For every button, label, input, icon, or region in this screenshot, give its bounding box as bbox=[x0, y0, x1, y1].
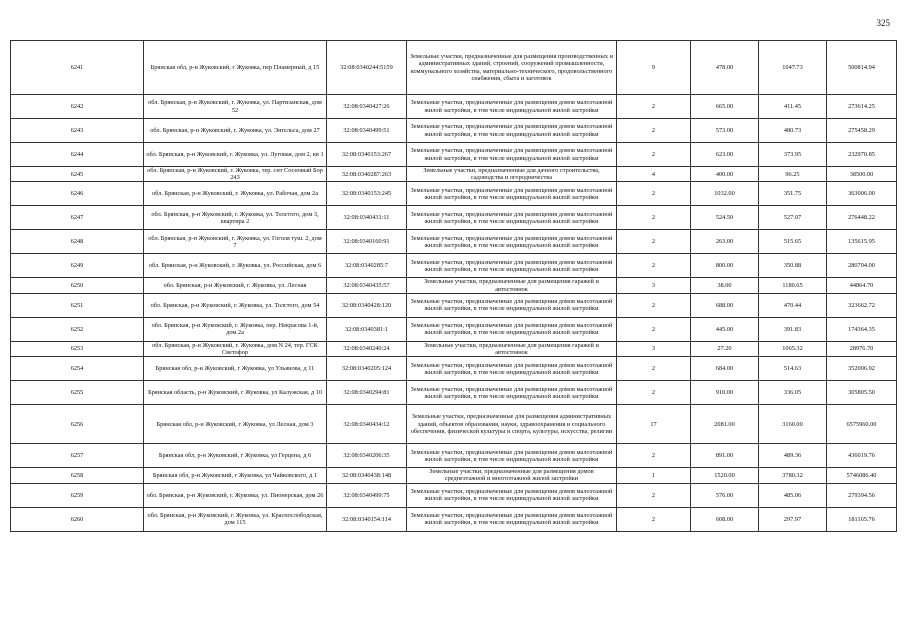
row-number: 6258 bbox=[11, 468, 144, 483]
specific-value-cell: 391.83 bbox=[759, 317, 827, 341]
use-group-cell: 2 bbox=[617, 444, 691, 468]
area-cell: 524.50 bbox=[691, 206, 759, 230]
cadastral-value-cell: 280704.00 bbox=[827, 254, 897, 278]
address-cell: обл. Брянская, р-н Жуковский, г. Жуковка, тер. снт Сосновый Бор 243 bbox=[144, 167, 327, 182]
land-use-cell: Земельные участки, предназначенные для размещения домов малоэтажной жилой застройки, в том числе индивидуальной жилой застройки bbox=[407, 317, 617, 341]
address-cell: обл. Брянская, р-н Жуковский, г. Жуковка, ул. Партизанская, дом 52 bbox=[144, 95, 327, 119]
row-number: 6248 bbox=[11, 230, 144, 254]
cadastral-number-cell: 32:08:0340160:91 bbox=[327, 230, 407, 254]
land-use-cell: Земельные участки, предназначенные для размещения домов малоэтажной жилой застройки, в том числе индивидуальной жилой застройки bbox=[407, 381, 617, 405]
address-cell: обл. Брянская, р-н Жуковский, г. Жуковка, ул. Российская, дом 6 bbox=[144, 254, 327, 278]
use-group-cell: 4 bbox=[617, 167, 691, 182]
row-number: 6257 bbox=[11, 444, 144, 468]
address-cell: обл. Брянская, р-н Жуковский, г. Жуковка, ул. Лесная bbox=[144, 278, 327, 293]
cadastral-number-cell: 32:08:0340434:12 bbox=[327, 405, 407, 444]
address-cell: обл. Брянская, р-н Жуковский, г. Жуковка, ул. Толстого, дом 54 bbox=[144, 293, 327, 317]
table-row bbox=[11, 357, 897, 381]
area-cell: 1032.00 bbox=[691, 182, 759, 206]
cadastral-number-cell: 32:08:0340431:11 bbox=[327, 206, 407, 230]
cadastral-value-cell: 323662.72 bbox=[827, 293, 897, 317]
table-row bbox=[11, 405, 897, 444]
table-row bbox=[11, 206, 897, 230]
row-number: 6245 bbox=[11, 167, 144, 182]
use-group-cell: 2 bbox=[617, 483, 691, 507]
cadastral-value-cell: 273614.25 bbox=[827, 95, 897, 119]
use-group-cell: 1 bbox=[617, 468, 691, 483]
cadastral-number-cell: 32:08:0340428:120 bbox=[327, 293, 407, 317]
cadastral-value-cell: 363006.00 bbox=[827, 182, 897, 206]
area-cell: 2081.00 bbox=[691, 405, 759, 444]
cadastral-value-cell: 436019.76 bbox=[827, 444, 897, 468]
address-cell: Брянская обл, р-н Жуковский, г Жуковка, ул Лесная, дом 3 bbox=[144, 405, 327, 444]
use-group-cell: 3 bbox=[617, 278, 691, 293]
address-cell: обл. Брянская, р-н Жуковский, г. Жуковка, дом N 24, тер. ГСК Светофор bbox=[144, 341, 327, 356]
table-row bbox=[11, 341, 897, 356]
area-cell: 1520.00 bbox=[691, 468, 759, 483]
row-number: 6254 bbox=[11, 357, 144, 381]
land-use-cell: Земельные участки, предназначенные для размещения домов малоэтажной жилой застройки, в том числе индивидуальной жилой застройки bbox=[407, 254, 617, 278]
cadastral-value-cell: 275458.29 bbox=[827, 119, 897, 143]
cadastral-number-cell: 32:08:0340285:7 bbox=[327, 254, 407, 278]
use-group-cell: 3 bbox=[617, 341, 691, 356]
area-cell: 27.20 bbox=[691, 341, 759, 356]
area-cell: 665.00 bbox=[691, 95, 759, 119]
page-number: 325 bbox=[876, 18, 890, 28]
specific-value-cell: 336.05 bbox=[759, 381, 827, 405]
land-use-cell: Земельные участки, предназначенные для дачного строительства, садоводства и огородничества bbox=[407, 167, 617, 182]
cadastral-value-cell: 174364.35 bbox=[827, 317, 897, 341]
specific-value-cell: 411.45 bbox=[759, 95, 827, 119]
area-cell: 576.00 bbox=[691, 483, 759, 507]
cadastral-value-cell: 135615.95 bbox=[827, 230, 897, 254]
row-number: 6244 bbox=[11, 143, 144, 167]
cadastral-value-cell: 44864.70 bbox=[827, 278, 897, 293]
address-cell: Брянская область, р-н Жуковский, г Жуковка, ул Калужская, д 10 bbox=[144, 381, 327, 405]
specific-value-cell: 527.07 bbox=[759, 206, 827, 230]
cadastral-number-cell: 32:08:0340435:57 bbox=[327, 278, 407, 293]
table-body bbox=[11, 41, 897, 532]
specific-value-cell: 485.06 bbox=[759, 483, 827, 507]
land-use-cell: Земельные участки, предназначенные для размещения домов малоэтажной жилой застройки, в том числе индивидуальной жилой застройки bbox=[407, 357, 617, 381]
row-number: 6246 bbox=[11, 182, 144, 206]
land-use-cell: Земельные участки, предназначенные для размещения домов среднеэтажной и многоэтажной жилой застройки bbox=[407, 468, 617, 483]
table-row bbox=[11, 507, 897, 531]
area-cell: 573.00 bbox=[691, 119, 759, 143]
area-cell: 800.00 bbox=[691, 254, 759, 278]
cadastral-value-cell: 232970.85 bbox=[827, 143, 897, 167]
specific-value-cell: 470.44 bbox=[759, 293, 827, 317]
table-row bbox=[11, 381, 897, 405]
cadastral-value-cell: 276448.22 bbox=[827, 206, 897, 230]
cadastral-number-cell: 32:08:0340153:267 bbox=[327, 143, 407, 167]
cadastral-number-cell: 32:08:0340294:81 bbox=[327, 381, 407, 405]
address-cell: обл. Брянская, р-н Жуковский, г. Жуковка, ул. Толстого, дом 3, квартира 2 bbox=[144, 206, 327, 230]
specific-value-cell: 1047.73 bbox=[759, 41, 827, 95]
cadastral-value-cell: 500814.94 bbox=[827, 41, 897, 95]
row-number: 6241 bbox=[11, 41, 144, 95]
use-group-cell: 2 bbox=[617, 143, 691, 167]
row-number: 6252 bbox=[11, 317, 144, 341]
land-use-cell: Земельные участки, предназначенные для размещения домов малоэтажной жилой застройки, в том числе индивидуальной жилой застройки bbox=[407, 293, 617, 317]
table-row bbox=[11, 468, 897, 483]
land-use-cell: Земельные участки, предназначенные для размещения домов малоэтажной жилой застройки, в том числе индивидуальной жилой застройки bbox=[407, 507, 617, 531]
address-cell: Брянская обл, р-н Жуковский, г Жуковка, ул Чайковского, д 1 bbox=[144, 468, 327, 483]
land-use-cell: Земельные участки, предназначенные для размещения домов малоэтажной жилой застройки, в том числе индивидуальной жилой застройки bbox=[407, 483, 617, 507]
land-use-cell: Земельные участки, предназначенные для размещения домов малоэтажной жилой застройки, в том числе индивидуальной жилой застройки bbox=[407, 206, 617, 230]
area-cell: 688.00 bbox=[691, 293, 759, 317]
address-cell: обл. Брянская, р-н Жуковский, г. Жуковка, ул. Краснослободская, дом 115 bbox=[144, 507, 327, 531]
area-cell: 478.00 bbox=[691, 41, 759, 95]
row-number: 6251 bbox=[11, 293, 144, 317]
cadastral-value-cell: 5746086.40 bbox=[827, 468, 897, 483]
cadastral-value-cell: 305805.50 bbox=[827, 381, 897, 405]
cadastral-number-cell: 32:08:0340240:24 bbox=[327, 341, 407, 356]
use-group-cell: 2 bbox=[617, 182, 691, 206]
table-row bbox=[11, 230, 897, 254]
row-number: 6249 bbox=[11, 254, 144, 278]
cadastral-number-cell: 32:08:0340381:1 bbox=[327, 317, 407, 341]
use-group-cell: 2 bbox=[617, 119, 691, 143]
table-row bbox=[11, 278, 897, 293]
address-cell: обл. Брянская, р-н Жуковский, г. Жуковка, ул. Рабочая, дом 2а bbox=[144, 182, 327, 206]
cadastral-value-cell: 6575960.00 bbox=[827, 405, 897, 444]
address-cell: Брянская обл, р-н Жуковский, г Жуковка, ул Герцена, д 6 bbox=[144, 444, 327, 468]
table-row bbox=[11, 95, 897, 119]
row-number: 6259 bbox=[11, 483, 144, 507]
area-cell: 910.00 bbox=[691, 381, 759, 405]
specific-value-cell: 96.25 bbox=[759, 167, 827, 182]
specific-value-cell: 351.75 bbox=[759, 182, 827, 206]
row-number: 6253 bbox=[11, 341, 144, 356]
cadastral-number-cell: 32:08:0340287:263 bbox=[327, 167, 407, 182]
specific-value-cell: 1180.65 bbox=[759, 278, 827, 293]
use-group-cell: 2 bbox=[617, 206, 691, 230]
address-cell: Брянская обл, р-н Жуковский, г Жуковка, ул Ульянова, д 11 bbox=[144, 357, 327, 381]
cadastral-value-cell: 181165.76 bbox=[827, 507, 897, 531]
use-group-cell: 2 bbox=[617, 357, 691, 381]
use-group-cell: 9 bbox=[617, 41, 691, 95]
cadastral-number-cell: 32:08:0340499:51 bbox=[327, 119, 407, 143]
row-number: 6260 bbox=[11, 507, 144, 531]
specific-value-cell: 514.63 bbox=[759, 357, 827, 381]
cadastral-number-cell: 32:08:0340427:26 bbox=[327, 95, 407, 119]
specific-value-cell: 480.73 bbox=[759, 119, 827, 143]
land-use-cell: Земельные участки, предназначенные для размещения домов малоэтажной жилой застройки, в том числе индивидуальной жилой застройки bbox=[407, 143, 617, 167]
area-cell: 445.00 bbox=[691, 317, 759, 341]
address-cell: обл. Брянская, р-н Жуковский, г. Жуковка, ул. Луговая, дом 2, кв 1 bbox=[144, 143, 327, 167]
address-cell: обл. Брянская, р-н Жуковский, г. Жуковка, ул. Гоголя туш. 2, дом 7 bbox=[144, 230, 327, 254]
table-row bbox=[11, 483, 897, 507]
row-number: 6242 bbox=[11, 95, 144, 119]
land-use-cell: Земельные участки, предназначенные для размещения домов малоэтажной жилой застройки, в том числе индивидуальной жилой застройки bbox=[407, 95, 617, 119]
table-row bbox=[11, 167, 897, 182]
area-cell: 263.00 bbox=[691, 230, 759, 254]
area-cell: 608.00 bbox=[691, 507, 759, 531]
cadastral-value-cell: 38500.00 bbox=[827, 167, 897, 182]
address-cell: обл. Брянская, р-н Жуковский, г. Жуковка, ул. Энгельса, дом 27 bbox=[144, 119, 327, 143]
area-cell: 400.00 bbox=[691, 167, 759, 182]
table-row bbox=[11, 444, 897, 468]
specific-value-cell: 373.95 bbox=[759, 143, 827, 167]
land-use-cell: Земельные участки, предназначенные для размещения производственных и административных зданий, строений, сооружений промышленности, коммунального хозяйства, материально-технического, продовольственного снабжения, сбыта и заготовок bbox=[407, 41, 617, 95]
cadastral-number-cell: 32:08:0340244:5159 bbox=[327, 41, 407, 95]
cadastral-number-cell: 32:08:0340205:124 bbox=[327, 357, 407, 381]
land-use-cell: Земельные участки, предназначенные для размещения гаражей и автостоянок bbox=[407, 341, 617, 356]
table-row bbox=[11, 293, 897, 317]
use-group-cell: 2 bbox=[617, 95, 691, 119]
cadastral-value-cell: 352006.92 bbox=[827, 357, 897, 381]
area-cell: 684.00 bbox=[691, 357, 759, 381]
land-use-cell: Земельные участки, предназначенные для размещения административных зданий, объектов образования, науки, здравоохранения и социального обеспечения, физической культуры и спорта, культуры, искусства, религии bbox=[407, 405, 617, 444]
cadastral-number-cell: 32:08:0340438:148 bbox=[327, 468, 407, 483]
row-number: 6247 bbox=[11, 206, 144, 230]
land-use-cell: Земельные участки, предназначенные для размещения домов малоэтажной жилой застройки, в том числе индивидуальной жилой застройки bbox=[407, 182, 617, 206]
land-use-cell: Земельные участки, предназначенные для размещения домов малоэтажной жилой застройки, в том числе индивидуальной жилой застройки bbox=[407, 119, 617, 143]
use-group-cell: 17 bbox=[617, 405, 691, 444]
row-number: 6255 bbox=[11, 381, 144, 405]
cadastral-value-cell: 28976.70 bbox=[827, 341, 897, 356]
address-cell: обл. Брянская, р-н Жуковский, г. Жуковка, ул. Пионерская, дом 26 bbox=[144, 483, 327, 507]
specific-value-cell: 3160.00 bbox=[759, 405, 827, 444]
cadastral-value-cell: 279394.56 bbox=[827, 483, 897, 507]
use-group-cell: 2 bbox=[617, 230, 691, 254]
use-group-cell: 2 bbox=[617, 317, 691, 341]
table-row bbox=[11, 254, 897, 278]
use-group-cell: 2 bbox=[617, 381, 691, 405]
land-use-cell: Земельные участки, предназначенные для размещения домов малоэтажной жилой застройки, в том числе индивидуальной жилой застройки bbox=[407, 444, 617, 468]
cadastral-number-cell: 32:08:0340499:75 bbox=[327, 483, 407, 507]
specific-value-cell: 489.36 bbox=[759, 444, 827, 468]
use-group-cell: 2 bbox=[617, 293, 691, 317]
row-number: 6243 bbox=[11, 119, 144, 143]
area-cell: 891.00 bbox=[691, 444, 759, 468]
cadastral-number-cell: 32:08:0340206:35 bbox=[327, 444, 407, 468]
table-row bbox=[11, 182, 897, 206]
cadastral-number-cell: 32:08:0340154:114 bbox=[327, 507, 407, 531]
cadastral-number-cell: 32:08:0340153:245 bbox=[327, 182, 407, 206]
row-number: 6250 bbox=[11, 278, 144, 293]
table-row bbox=[11, 119, 897, 143]
cadastral-value-table bbox=[10, 40, 897, 532]
specific-value-cell: 297.97 bbox=[759, 507, 827, 531]
row-number: 6256 bbox=[11, 405, 144, 444]
specific-value-cell: 1065.32 bbox=[759, 341, 827, 356]
specific-value-cell: 515.65 bbox=[759, 230, 827, 254]
use-group-cell: 2 bbox=[617, 507, 691, 531]
specific-value-cell: 3780.32 bbox=[759, 468, 827, 483]
land-use-cell: Земельные участки, предназначенные для размещения гаражей и автостоянок bbox=[407, 278, 617, 293]
use-group-cell: 2 bbox=[617, 254, 691, 278]
table-row bbox=[11, 41, 897, 95]
address-cell: Брянская обл, р-н Жуковский, г Жуковка, пер Пламерный, д 15 bbox=[144, 41, 327, 95]
table-row bbox=[11, 317, 897, 341]
area-cell: 623.00 bbox=[691, 143, 759, 167]
table-row bbox=[11, 143, 897, 167]
land-use-cell: Земельные участки, предназначенные для размещения домов малоэтажной жилой застройки, в том числе индивидуальной жилой застройки bbox=[407, 230, 617, 254]
address-cell: обл. Брянская, р-н Жуковский, г. Жуковка, пер. Некрасова 1-й, дом 2а bbox=[144, 317, 327, 341]
specific-value-cell: 350.88 bbox=[759, 254, 827, 278]
area-cell: 38.00 bbox=[691, 278, 759, 293]
